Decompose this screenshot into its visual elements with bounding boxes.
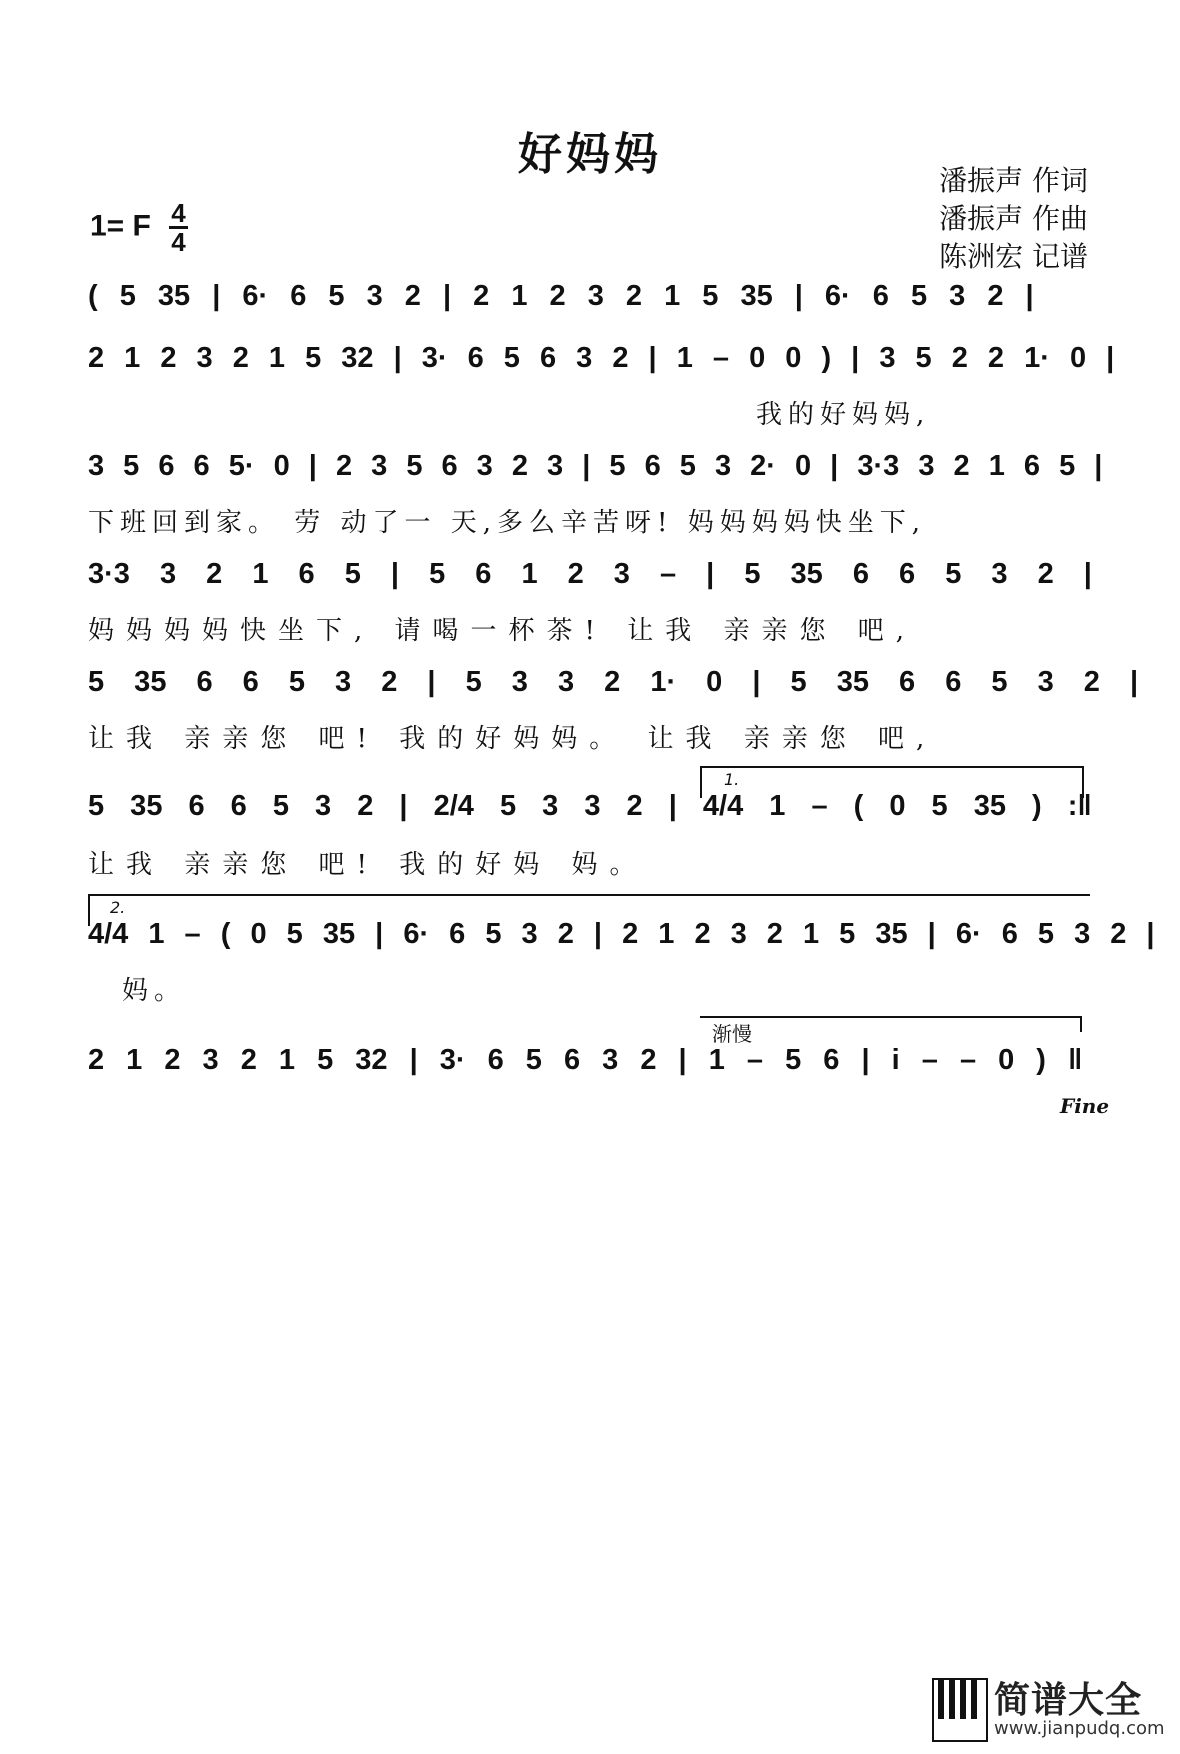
site-logo [932,1672,1165,1746]
fine-marking: Fine [1060,1094,1110,1118]
notes-line-3: 3 5 6 6 5· 0 | 2 3 5 6 3 2 3 | 5 6 5 3 2· 0 | 3·3 3 2 1 6 5 | [88,450,1103,482]
score-line-4 [88,558,1092,646]
credits [939,162,1088,276]
time-signature [169,200,187,255]
time-signature-bottom: 4 [171,227,186,257]
score-line-2 [88,342,1115,430]
lyrics-line-5: 让我 亲亲您 吧! 我的好妈妈。 让我 亲亲您 吧, [88,724,937,754]
score-line-5 [88,666,1139,754]
lyricist: 潘振声 作词 [939,164,1088,197]
score-line-1 [88,280,1092,340]
piano-keys-icon [932,1678,988,1742]
score-line-3 [88,450,1103,538]
logo-url: www.jianpudq.com [994,1718,1165,1739]
score-line-7 [88,918,1155,1006]
lyrics-line-7: 妈。 [122,976,187,1006]
score-line-8 [88,1044,1092,1104]
key-label: 1= F [90,209,151,243]
lyrics-line-2: 我的好妈妈, [756,400,931,430]
notes-line-5: 5 35 6 6 5 3 2 | 5 3 3 2 1· 0 | 5 35 6 6 5 3 2 | [88,666,1139,698]
transcriber: 陈洲宏 记谱 [939,240,1088,273]
notes-line-4: 3·3 3 2 1 6 5 | 5 6 1 2 3 – | 5 35 6 6 5 3 2 | [88,558,1092,590]
volta-2-number: 2. [110,898,126,917]
key-signature [90,200,188,255]
page-title: 好妈妈 [518,129,662,180]
score-line-6 [88,790,1092,880]
volta-1-number: 1. [724,770,740,789]
lyrics-line-6: 让我 亲亲您 吧! 我的好妈 妈。 [88,850,648,880]
time-signature-top: 4 [171,198,186,228]
composer: 潘振声 作曲 [939,202,1088,235]
tempo-marking: 渐慢 [712,1022,752,1046]
notes-line-8: 2 1 2 3 2 1 5 32 | 3· 6 5 6 3 2 | 1 – 5 6 | i – – 0 ) ‖ [88,1044,1083,1076]
notes-line-7: 4/4 1 – ( 0 5 35 | 6· 6 5 3 2 | 2 1 2 3 2 1 5 35 | 6· 6 5 3 2 | [88,918,1155,950]
notes-line-6: 5 35 6 6 5 3 2 | 2/4 5 3 3 2 | 4/4 1 – ( 0 5 35 ) :‖ [88,790,1092,822]
lyrics-line-4: 妈妈妈妈快坐下, 请喝一杯茶! 让我 亲亲您 吧, [88,616,917,646]
logo-brand: 简谱大全 [994,1680,1143,1721]
lyrics-line-3: 下班回到家。 劳 动了一 天,多么辛苦呀! 妈妈妈妈快坐下, [88,508,927,538]
notes-line-1: ( 5 35 | 6· 6 5 3 2 | 2 1 2 3 2 1 5 35 | 6· 6 5 3 2 | [88,280,1034,312]
notes-line-2: 2 1 2 3 2 1 5 32 | 3· 6 5 6 3 2 | 1 – 0 0 ) | 3 5 2 2 1· 0 | [88,342,1115,374]
ending-bracket [700,1016,1082,1032]
